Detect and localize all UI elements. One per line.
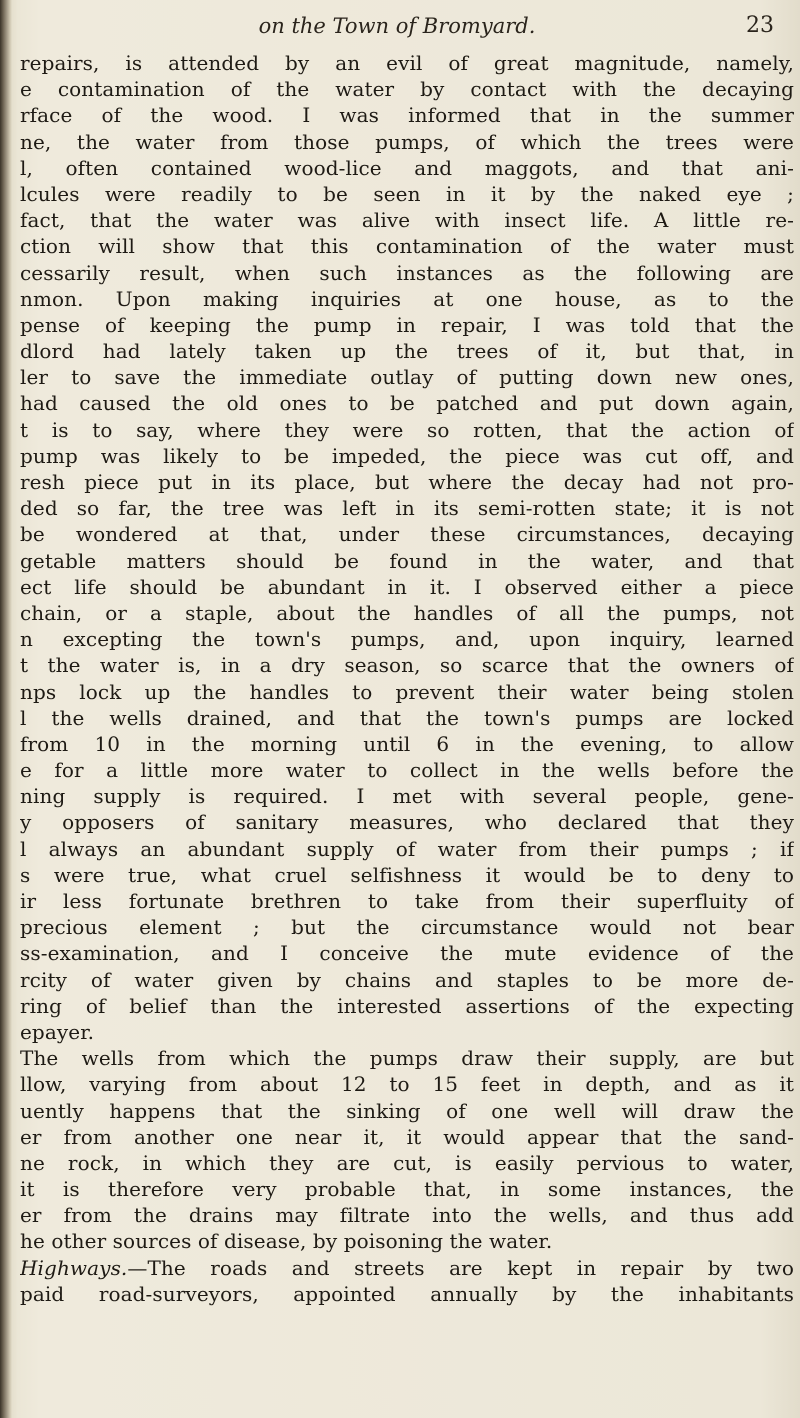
text-line bbox=[20, 967, 794, 993]
line-text: e contamination of the water by contact with the decaying bbox=[20, 77, 794, 102]
line-text: rface of the wood. I was informed that in the summer bbox=[20, 103, 794, 128]
text-line bbox=[20, 417, 794, 443]
line-text: —The roads and streets are kept in repair by two bbox=[127, 1255, 794, 1280]
text-line bbox=[20, 809, 794, 835]
text-line bbox=[20, 155, 794, 181]
line-text: fact, that the water was alive with insect life. A little re- bbox=[20, 208, 794, 233]
page-header bbox=[20, 14, 774, 46]
text-line bbox=[20, 50, 794, 76]
text-line bbox=[20, 757, 794, 783]
text-line bbox=[20, 76, 794, 102]
text-line bbox=[20, 600, 794, 626]
line-text: ne, the water from those pumps, of which the trees were bbox=[20, 129, 794, 154]
section-heading: Highways. bbox=[20, 1255, 128, 1280]
line-text: rcity of water given by chains and staples to be more de- bbox=[20, 967, 794, 992]
text-line bbox=[20, 1228, 794, 1254]
line-text: cessarily result, when such instances as the following are bbox=[20, 260, 794, 285]
line-text: ring of belief than the interested assertions of the expecting bbox=[20, 993, 794, 1018]
text-line bbox=[20, 940, 794, 966]
text-line bbox=[20, 626, 794, 652]
line-text: l always an abundant supply of water from their pumps ; if bbox=[20, 836, 794, 861]
line-text: ded so far, the tree was left in its semi-rotten state; it is not bbox=[20, 496, 794, 521]
line-text: y opposers of sanitary measures, who declared that they bbox=[20, 810, 794, 835]
line-text: s were true, what cruel selfishness it would be to deny to bbox=[20, 862, 794, 887]
text-line bbox=[20, 390, 794, 416]
text-line bbox=[20, 102, 794, 128]
line-text: epayer. bbox=[20, 1019, 95, 1044]
text-line bbox=[20, 181, 794, 207]
line-text: ler to save the immediate outlay of putting down new ones, bbox=[20, 365, 794, 390]
line-text: er from another one near it, it would appear that the sand- bbox=[20, 1124, 794, 1149]
line-text: ir less fortunate brethren to take from their superfluity of bbox=[20, 889, 794, 913]
text-line bbox=[20, 1202, 794, 1228]
line-text: uently happens that the sinking of one well will draw the bbox=[20, 1098, 794, 1123]
text-line bbox=[20, 1281, 794, 1307]
text-line bbox=[20, 495, 794, 521]
line-text: l, often contained wood-lice and maggots, and that ani- bbox=[20, 155, 794, 180]
line-text: he other sources of disease, by poisoning the water. bbox=[20, 1229, 553, 1254]
line-text: l the wells drained, and that the town's pumps are locked bbox=[20, 705, 794, 730]
text-line bbox=[20, 469, 794, 495]
line-text: dlord had lately taken up the trees of it, but that, in bbox=[20, 339, 794, 364]
line-text: er from the drains may filtrate into the wells, and thus add bbox=[20, 1203, 794, 1228]
line-text: be wondered at that, under these circumstances, decaying bbox=[20, 522, 794, 547]
text-line bbox=[20, 705, 794, 731]
line-text: precious element ; but the circumstance would not bear bbox=[20, 915, 794, 940]
text-line bbox=[20, 652, 794, 678]
text-line bbox=[20, 679, 794, 705]
line-text: e for a little more water to collect in the wells before the bbox=[20, 758, 794, 783]
text-line bbox=[20, 1255, 794, 1281]
text-line bbox=[20, 286, 794, 312]
line-text: lcules were readily to be seen in it by the naked eye ; bbox=[20, 181, 794, 206]
text-line bbox=[20, 129, 794, 155]
text-line bbox=[20, 364, 794, 390]
text-line bbox=[20, 521, 794, 547]
text-line bbox=[20, 1071, 794, 1097]
line-text: chain, or a staple, about the handles of all the pumps, not bbox=[20, 600, 794, 625]
line-text: repairs, is attended by an evil of great magnitude, namely, bbox=[20, 51, 794, 75]
line-text: resh piece put in its place, but where the decay had not pro- bbox=[20, 470, 794, 494]
line-text: from 10 in the morning until 6 in the evening, to allow bbox=[20, 731, 794, 756]
line-text: had caused the old ones to be patched and put down again, bbox=[20, 391, 794, 416]
text-line bbox=[20, 731, 794, 757]
line-text: t is to say, where they were so rotten, that the action of bbox=[20, 417, 794, 442]
text-line bbox=[20, 338, 794, 364]
text-line bbox=[20, 312, 794, 338]
text-line bbox=[20, 260, 794, 286]
text-line bbox=[20, 207, 794, 233]
line-text: llow, varying from about 12 to 15 feet in depth, and as it bbox=[20, 1072, 794, 1097]
text-line bbox=[20, 1176, 794, 1202]
text-line bbox=[20, 574, 794, 600]
line-text: The wells from which the pumps draw their supply, are but bbox=[20, 1046, 794, 1071]
text-line bbox=[20, 993, 794, 1019]
line-text: paid road-surveyors, appointed annually by the inhabitants bbox=[20, 1281, 794, 1306]
line-text: nmon. Upon making inquiries at one house, as to the bbox=[20, 286, 794, 311]
text-line bbox=[20, 443, 794, 469]
body-text bbox=[20, 50, 794, 1307]
text-line bbox=[20, 1045, 794, 1071]
text-line bbox=[20, 1124, 794, 1150]
line-text: ss-examination, and I conceive the mute evidence of the bbox=[20, 941, 794, 966]
line-text: nps lock up the handles to prevent their water being stolen bbox=[20, 679, 794, 704]
page-gutter-shadow bbox=[0, 0, 12, 1418]
text-line bbox=[20, 862, 794, 888]
line-text: ne rock, in which they are cut, is easily pervious to water, bbox=[20, 1150, 794, 1175]
line-text: getable matters should be found in the water, and that bbox=[20, 548, 794, 573]
page-number: 23 bbox=[746, 13, 774, 38]
running-title: on the Town of Bromyard. bbox=[258, 14, 536, 38]
line-text: n excepting the town's pumps, and, upon inquiry, learned bbox=[20, 627, 794, 652]
text-line bbox=[20, 914, 794, 940]
line-text: pump was likely to be impeded, the piece was cut off, and bbox=[20, 443, 794, 468]
line-text: pense of keeping the pump in repair, I was told that the bbox=[20, 312, 794, 337]
text-line bbox=[20, 548, 794, 574]
line-text: ction will show that this contamination of the water must bbox=[20, 234, 794, 259]
text-line bbox=[20, 888, 794, 914]
text-line bbox=[20, 233, 794, 259]
text-line bbox=[20, 783, 794, 809]
text-line bbox=[20, 836, 794, 862]
line-text: it is therefore very probable that, in some instances, the bbox=[20, 1177, 794, 1202]
text-line bbox=[20, 1019, 794, 1045]
line-text: ect life should be abundant in it. I observed either a piece bbox=[20, 574, 794, 599]
text-line bbox=[20, 1098, 794, 1124]
line-text: ning supply is required. I met with several people, gene- bbox=[20, 784, 794, 809]
line-text: t the water is, in a dry season, so scarce that the owners of bbox=[20, 653, 794, 678]
text-line bbox=[20, 1150, 794, 1176]
